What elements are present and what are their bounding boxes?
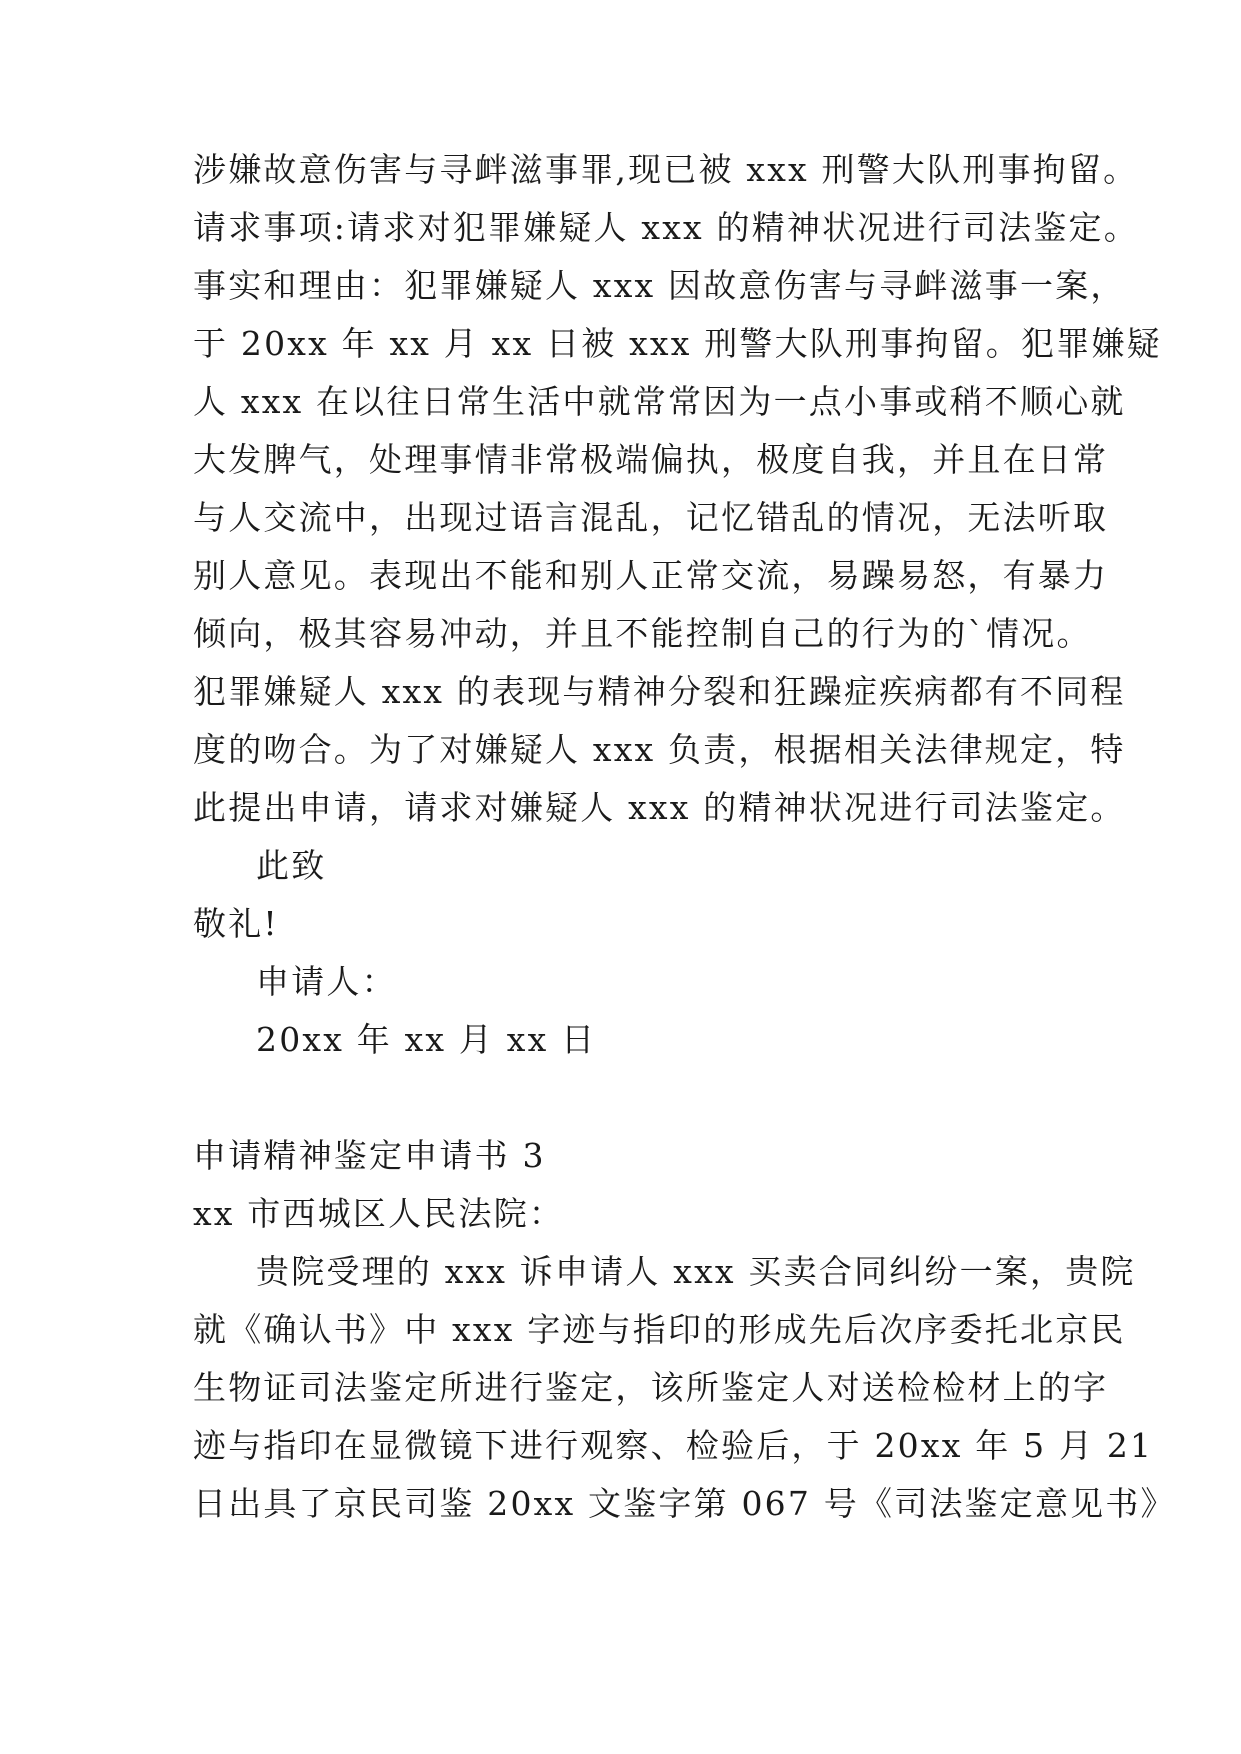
body-line: 此提出申请，请求对嫌疑人 xxx 的精神状况进行司法鉴定。 — [193, 788, 1126, 827]
body-line: 日出具了京民司鉴 20xx 文鉴字第 067 号《司法鉴定意见书》 — [193, 1484, 1176, 1523]
body-line: 别人意见。表现出不能和别人正常交流，易躁易怒，有暴力 — [193, 556, 1109, 595]
applicant-label: 申请人： — [256, 962, 397, 1001]
body-line: 事实和理由：犯罪嫌疑人 xxx 因故意伤害与寻衅滋事一案， — [193, 266, 1126, 305]
body-line: 大发脾气，处理事情非常极端偏执，极度自我，并且在日常 — [193, 440, 1109, 479]
body-line: 度的吻合。为了对嫌疑人 xxx 负责，根据相关法律规定，特 — [193, 730, 1126, 769]
body-line: 于 20xx 年 xx 月 xx 日被 xxx 刑警大队刑事拘留。犯罪嫌疑 — [193, 324, 1162, 363]
addressee: xx 市西城区人民法院： — [193, 1194, 565, 1233]
body-line: 人 xxx 在以往日常生活中就常常因为一点小事或稍不顺心就 — [193, 382, 1126, 421]
body-line: 就《确认书》中 xxx 字迹与指印的形成先后次序委托北京民 — [193, 1310, 1126, 1349]
body-line: 请求事项:请求对犯罪嫌疑人 xxx 的精神状况进行司法鉴定。 — [193, 208, 1139, 247]
body-line: 犯罪嫌疑人 xxx 的表现与精神分裂和狂躁症疾病都有不同程 — [193, 672, 1126, 711]
signature-date: 20xx 年 xx 月 xx 日 — [256, 1020, 597, 1059]
body-line: 与人交流中，出现过语言混乱，记忆错乱的情况，无法听取 — [193, 498, 1109, 537]
body-line: 倾向，极其容易冲动，并且不能控制自己的行为的`情况。 — [193, 614, 1092, 653]
section-title: 申请精神鉴定申请书 3 — [193, 1136, 546, 1175]
closing-salute: 敬礼! — [193, 904, 279, 943]
closing-greeting: 此致 — [256, 846, 327, 885]
body-line: 生物证司法鉴定所进行鉴定，该所鉴定人对送检检材上的字 — [193, 1368, 1109, 1407]
body-line: 迹与指印在显微镜下进行观察、检验后，于 20xx 年 5 月 21 — [193, 1426, 1154, 1465]
body-line: 涉嫌故意伤害与寻衅滋事罪,现已被 xxx 刑警大队刑事拘留。 — [193, 150, 1139, 189]
body-line: 贵院受理的 xxx 诉申请人 xxx 买卖合同纠纷一案，贵院 — [256, 1252, 1136, 1291]
